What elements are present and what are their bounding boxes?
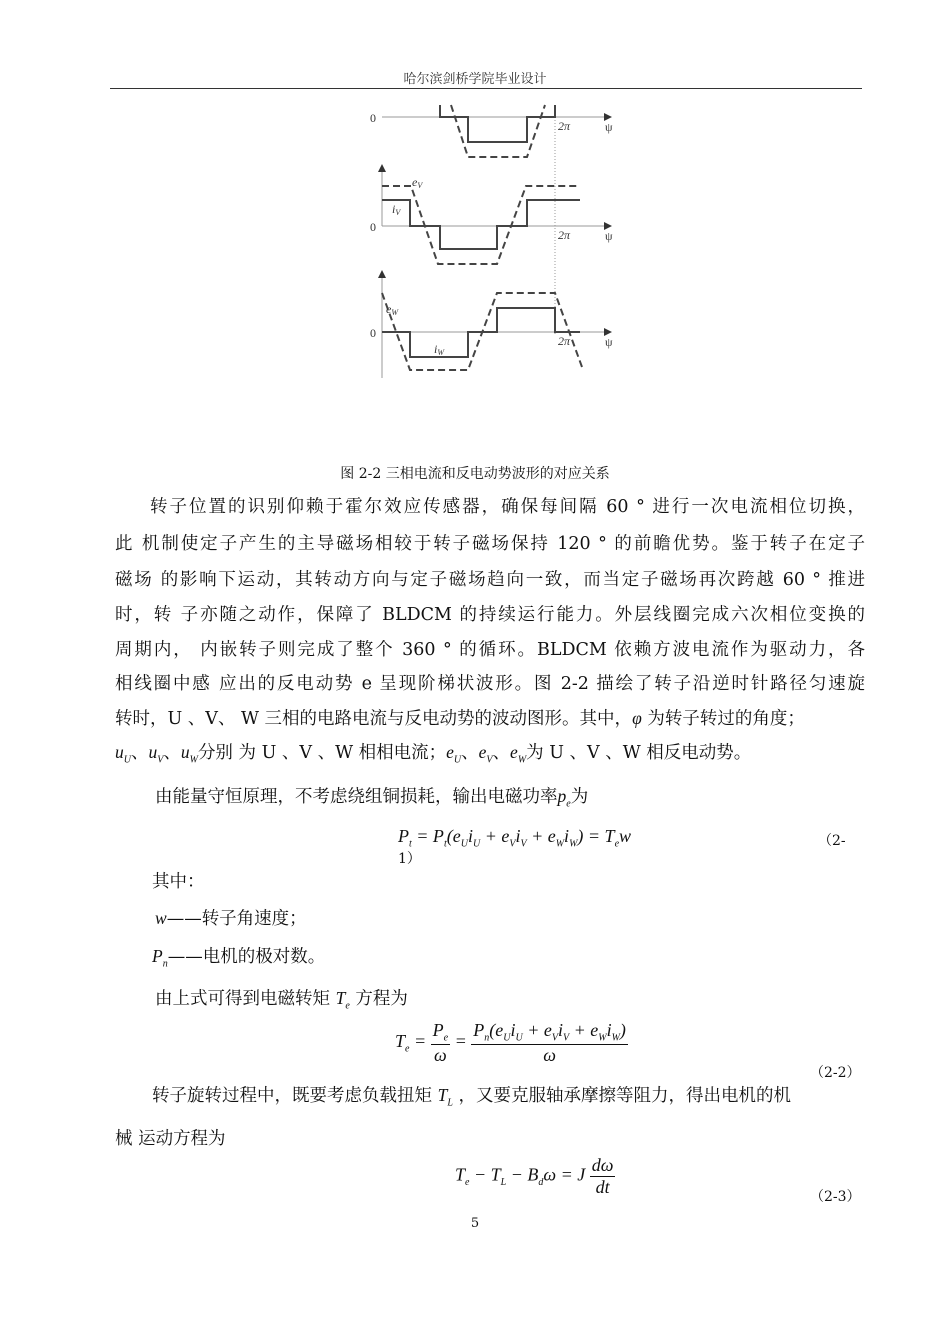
- paragraph-line: 相线圈中感 应出的反电动势 e 呈现阶梯状波形。图 2-2 描绘了转子沿逆时针路径匀速旋: [115, 674, 865, 694]
- paragraph-line: $u_U$、$u_V$、$u_W$分别 为 U 、V 、W 相相电流；$e_U$、$e_V$、$e_W$为 U 、V 、W 相反电动势。: [115, 742, 752, 766]
- page-number: 5: [470, 1216, 480, 1231]
- equation-number: （2-2）: [810, 1065, 861, 1081]
- motion-paragraph: 转子旋转过程中，既要考虑负载扭矩 $T_L$ ，又要克服轴承摩擦等阻力，得出电机的机: [152, 1085, 791, 1109]
- paragraph-line: 时，转 子亦随之动作，保障了 BLDCM 的持续运行能力。外层线圈完成六次相位变换的: [115, 605, 865, 625]
- psi-label: ψ: [605, 229, 613, 243]
- ew-label: eW: [386, 302, 398, 317]
- definition-omega: w——转子角速度；: [155, 908, 307, 929]
- zero-label: 0: [370, 111, 376, 125]
- zero-label: 0: [370, 326, 376, 340]
- definition-pn: $P_n——$电机的极对数。: [152, 946, 326, 970]
- psi-label: ψ: [605, 335, 613, 349]
- page-header: 哈尔滨剑桥学院毕业设计: [403, 72, 547, 87]
- where-label: 其中：: [152, 872, 205, 892]
- two-pi-label: 2π: [558, 119, 571, 133]
- waveform-figure: [340, 100, 630, 390]
- iv-label: iV: [392, 202, 401, 217]
- equation-2-3: $T_e - T_L - B_d\omega = J$ $\frac{d\omega}{dt}$: [455, 1155, 614, 1197]
- two-pi-label: 2π: [558, 334, 571, 348]
- torque-paragraph: 由上式可得到电磁转矩 $T_e$ 方程为: [155, 988, 408, 1012]
- zero-label: 0: [370, 220, 376, 234]
- emf-u: [451, 105, 545, 157]
- paragraph-line: 转子位置的识别仰赖于霍尔效应传感器，确保每间隔 60 ° 进行一次电流相位切换，: [150, 497, 865, 517]
- energy-paragraph: 由能量守恒原理，不考虑绕组铜损耗，输出电磁功率$p_e$为: [155, 786, 589, 810]
- equation-2-2: $T_e$ = $\frac{P_e}{\omega}$ = $\frac{P_n(e_Ui_U + e_Vi_V + e_Wi_W)}{\omega}$: [395, 1020, 626, 1065]
- equation-number: （2-3）: [810, 1189, 861, 1205]
- header-rule: [110, 88, 862, 89]
- paragraph-line: 磁场 的影响下运动，其转动方向与定子磁场趋向一致，而当定子磁场再次跨越 60 ° 推进: [115, 570, 865, 590]
- equation-2-1: $P_t = P_t(e_Ui_U + e_Vi_V + e_Wi_W) = T_ew$: [398, 826, 632, 850]
- iw-label: iW: [434, 342, 445, 357]
- paragraph-line: 转时，U 、V、 W 三相的电路电流与反电动势的波动图形。其中，φ 为转子转过的角度；: [115, 708, 805, 729]
- ev-label: eV: [412, 175, 423, 190]
- equation-number: （2-: [818, 833, 846, 849]
- paragraph-line: 此 机制使定子产生的主导磁场相较于转子磁场保持 120 ° 的前瞻优势。鉴于转子在定子: [115, 534, 865, 554]
- equation-number-cont: 1）: [398, 851, 421, 867]
- motion-paragraph-cont: 械 运动方程为: [115, 1129, 226, 1149]
- two-pi-label: 2π: [558, 228, 571, 242]
- current-v: [382, 200, 580, 249]
- psi-label: ψ: [605, 120, 613, 134]
- paragraph-line: 周期内， 内嵌转子则完成了整个 360 ° 的循环。BLDCM 依赖方波电流作为驱动力，各: [115, 640, 865, 660]
- figure-caption: 图 2-2 三相电流和反电动势波形的对应关系: [340, 466, 610, 482]
